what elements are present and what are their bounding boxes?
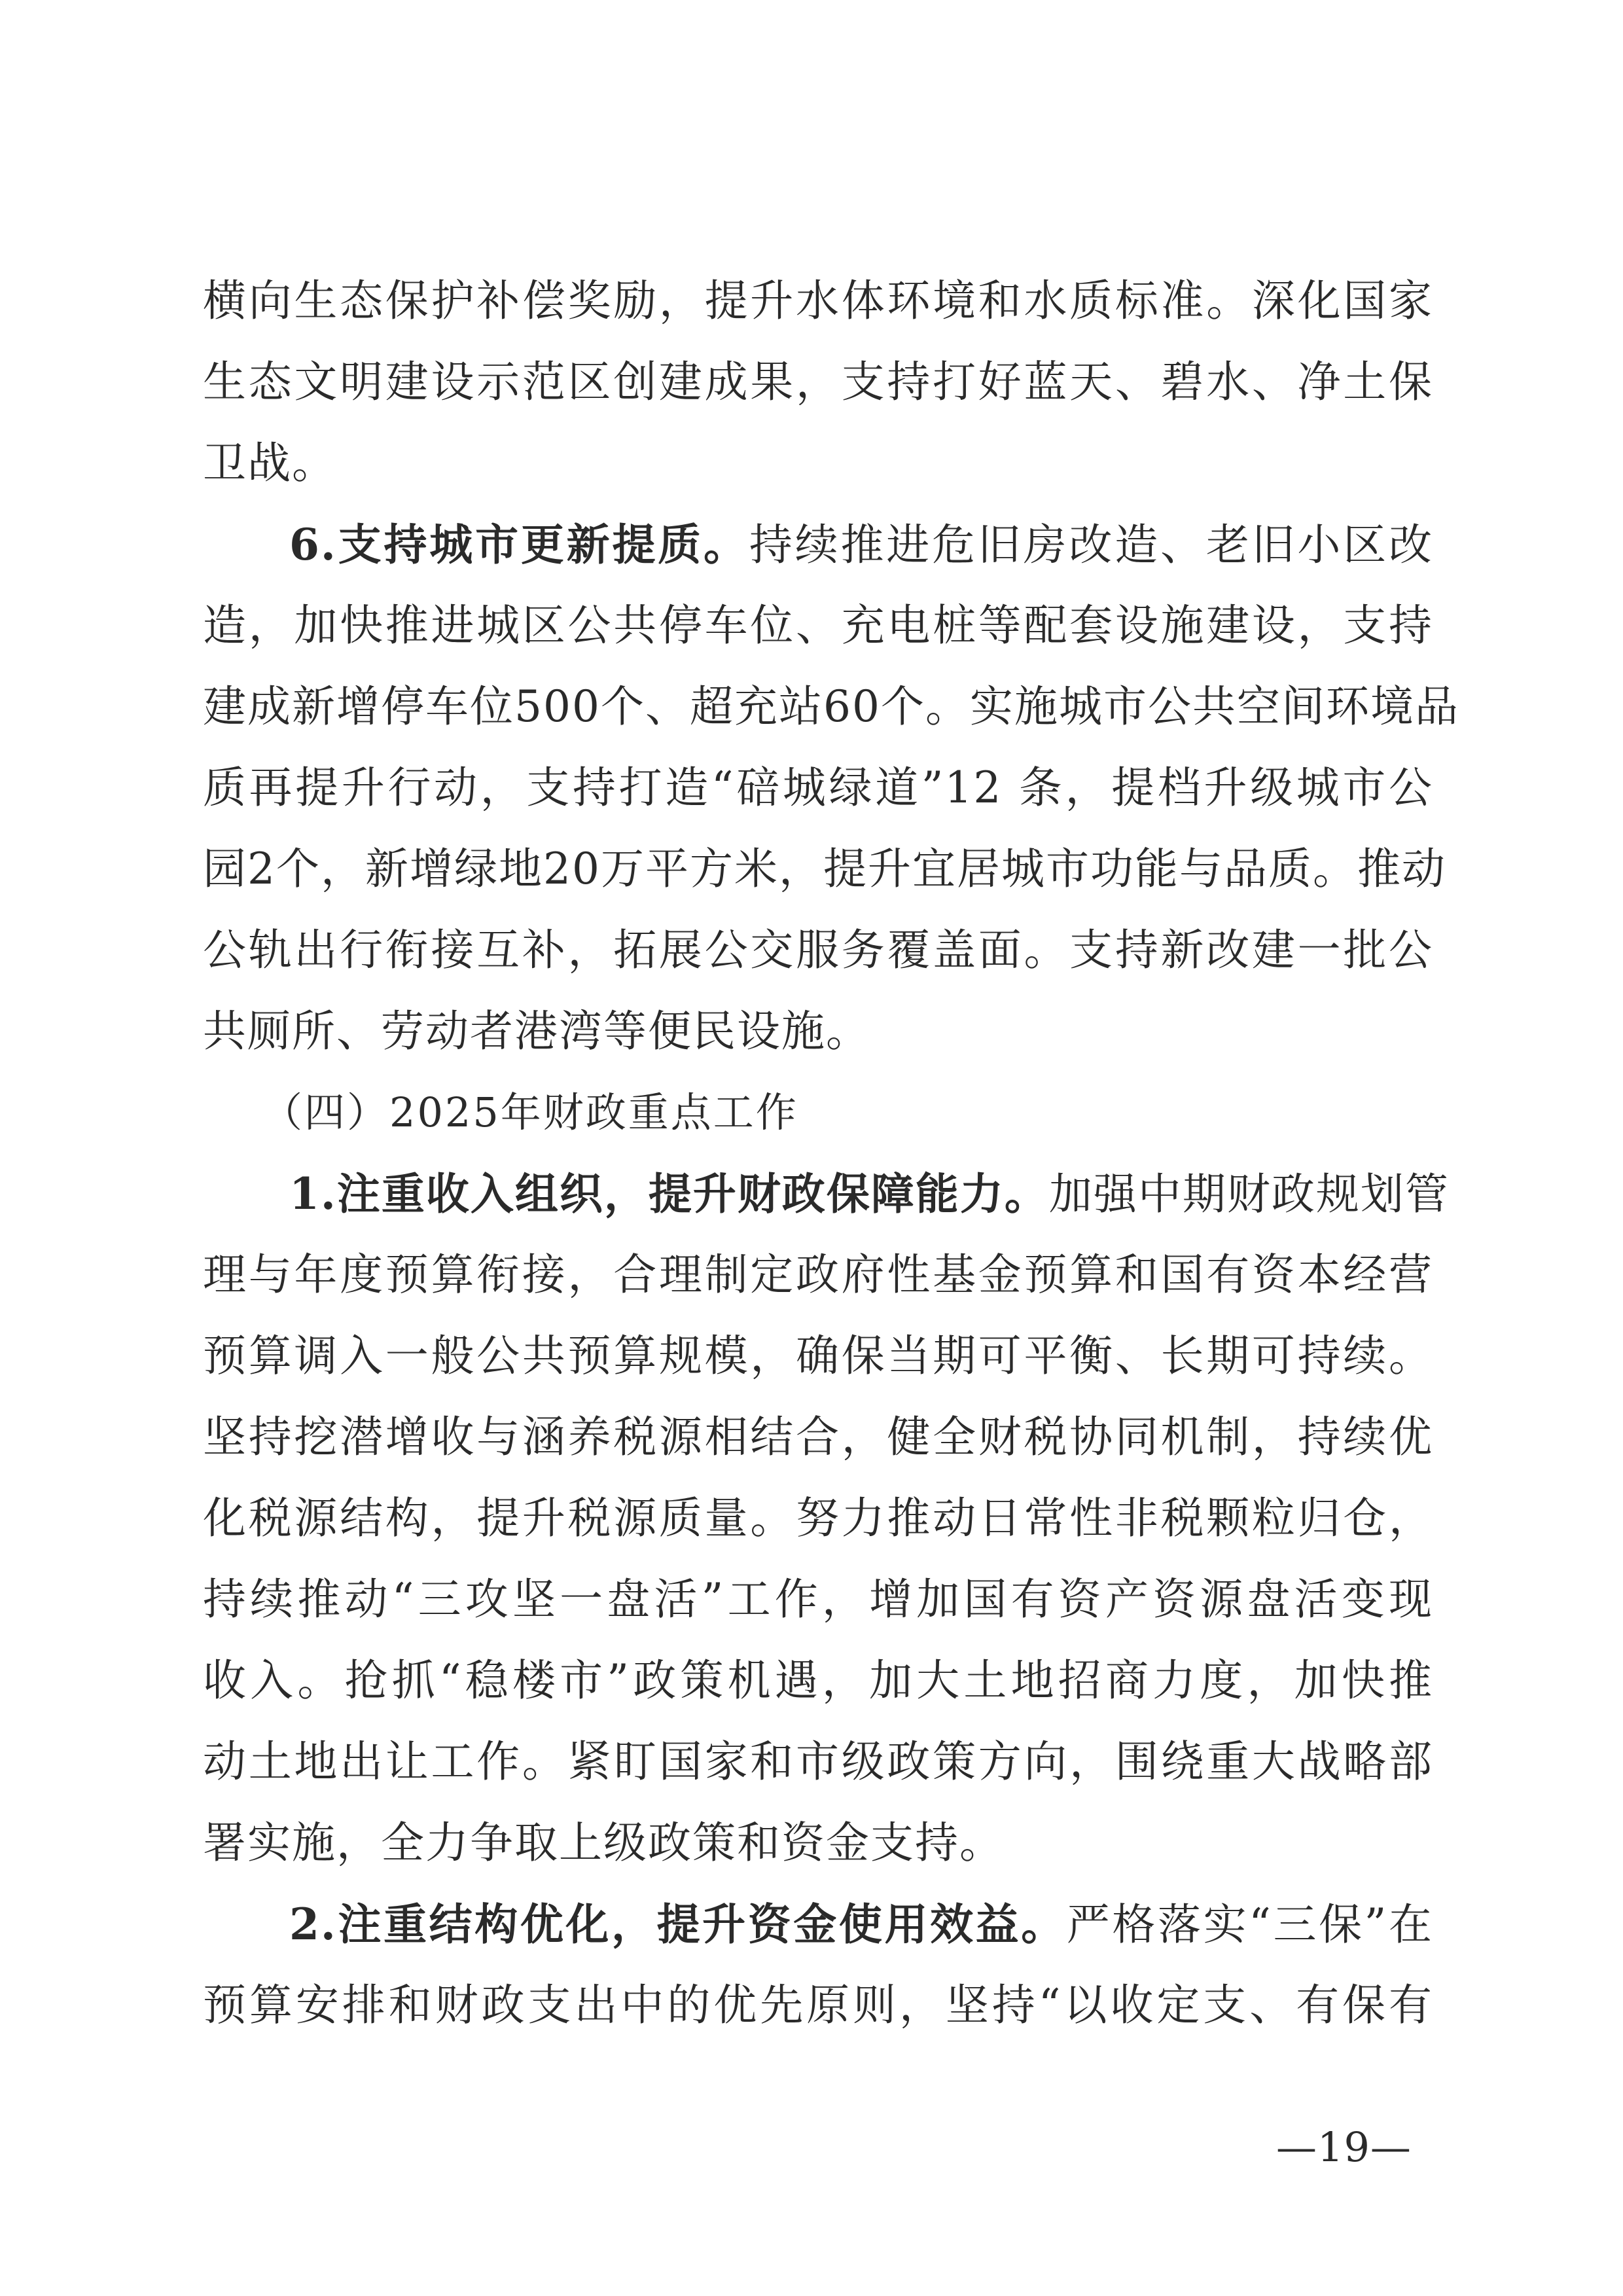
text-line: 坚持挖潜增收与涵养税源相结合，健全财税协同机制，持续优 bbox=[203, 1412, 1433, 1462]
paragraph-ecology bbox=[203, 260, 1433, 504]
text-line: 公轨出行衔接互补，拓展公交服务覆盖面。支持新改建一批公 bbox=[203, 925, 1433, 975]
section-heading-text: （四）2025年财政重点工作 bbox=[262, 1088, 798, 1136]
text-line: 持续推动“三攻坚一盘活”工作，增加国有资产资源盘活变现 bbox=[203, 1574, 1433, 1624]
text-line: 建成新增停车位500个、超充站60个。实施城市公共空间环境品 bbox=[203, 681, 1459, 732]
text-run: 持续推进危旧房改造、老旧小区改 bbox=[749, 520, 1433, 570]
text-line: 动土地出让工作。紧盯国家和市级政策方向，围绕重大战略部 bbox=[203, 1736, 1433, 1787]
paragraph-structure bbox=[203, 1884, 1433, 2046]
text-line: 预算调入一般公共预算规模，确保当期可平衡、长期可持续。 bbox=[203, 1331, 1433, 1381]
paragraph-revenue bbox=[203, 1153, 1450, 1884]
text-line: 园2个，新增绿地20万平方米，提升宜居城市功能与品质。推动 bbox=[203, 844, 1446, 894]
page-number: —19— bbox=[1276, 2123, 1412, 2171]
text-run: 严格落实“三保”在 bbox=[1066, 1899, 1434, 1950]
text-line: 理与年度预算衔接，合理制定政府性基金预算和国有资本经营 bbox=[203, 1249, 1433, 1300]
text-line bbox=[203, 1153, 1450, 1234]
text-line: 横向生态保护补偿奖励，提升水体环境和水质标准。深化国家 bbox=[203, 276, 1433, 326]
paragraph-heading: 2.注重结构优化，提升资金使用效益。 bbox=[289, 1899, 1067, 1950]
text-line bbox=[203, 1884, 1433, 1965]
paragraph-urban-renewal bbox=[203, 504, 1459, 1072]
text-run: 加强中期财政规划管 bbox=[1048, 1169, 1450, 1219]
text-line: 卫战。 bbox=[203, 438, 336, 488]
text-line: 收入。抢抓“稳楼市”政策机遇，加大土地招商力度，加快推 bbox=[203, 1655, 1433, 1706]
text-line: 共厕所、劳动者港湾等便民设施。 bbox=[203, 1006, 870, 1056]
text-line bbox=[203, 504, 1433, 585]
text-line: 化税源结构，提升税源质量。努力推动日常性非税颗粒归仓， bbox=[203, 1493, 1433, 1543]
text-line: 生态文明建设示范区创建成果，支持打好蓝天、碧水、净土保 bbox=[203, 357, 1433, 407]
text-line: 预算安排和财政支出中的优先原则，坚持“以收定支、有保有 bbox=[203, 1980, 1433, 2030]
text-line: 造，加快推进城区公共停车位、充电桩等配套设施建设，支持 bbox=[203, 600, 1433, 651]
text-line: 质再提升行动，支持打造“碚城绿道”12 条，提档升级城市公 bbox=[203, 762, 1433, 813]
section-heading-block bbox=[203, 1072, 1433, 1153]
paragraph-heading: 6.支持城市更新提质。 bbox=[289, 519, 749, 570]
section-heading bbox=[203, 1072, 1433, 1153]
text-line: 署实施，全力争取上级政策和资金支持。 bbox=[203, 1818, 1004, 1868]
paragraph-heading: 1.注重收入组织，提升财政保障能力。 bbox=[289, 1168, 1049, 1219]
